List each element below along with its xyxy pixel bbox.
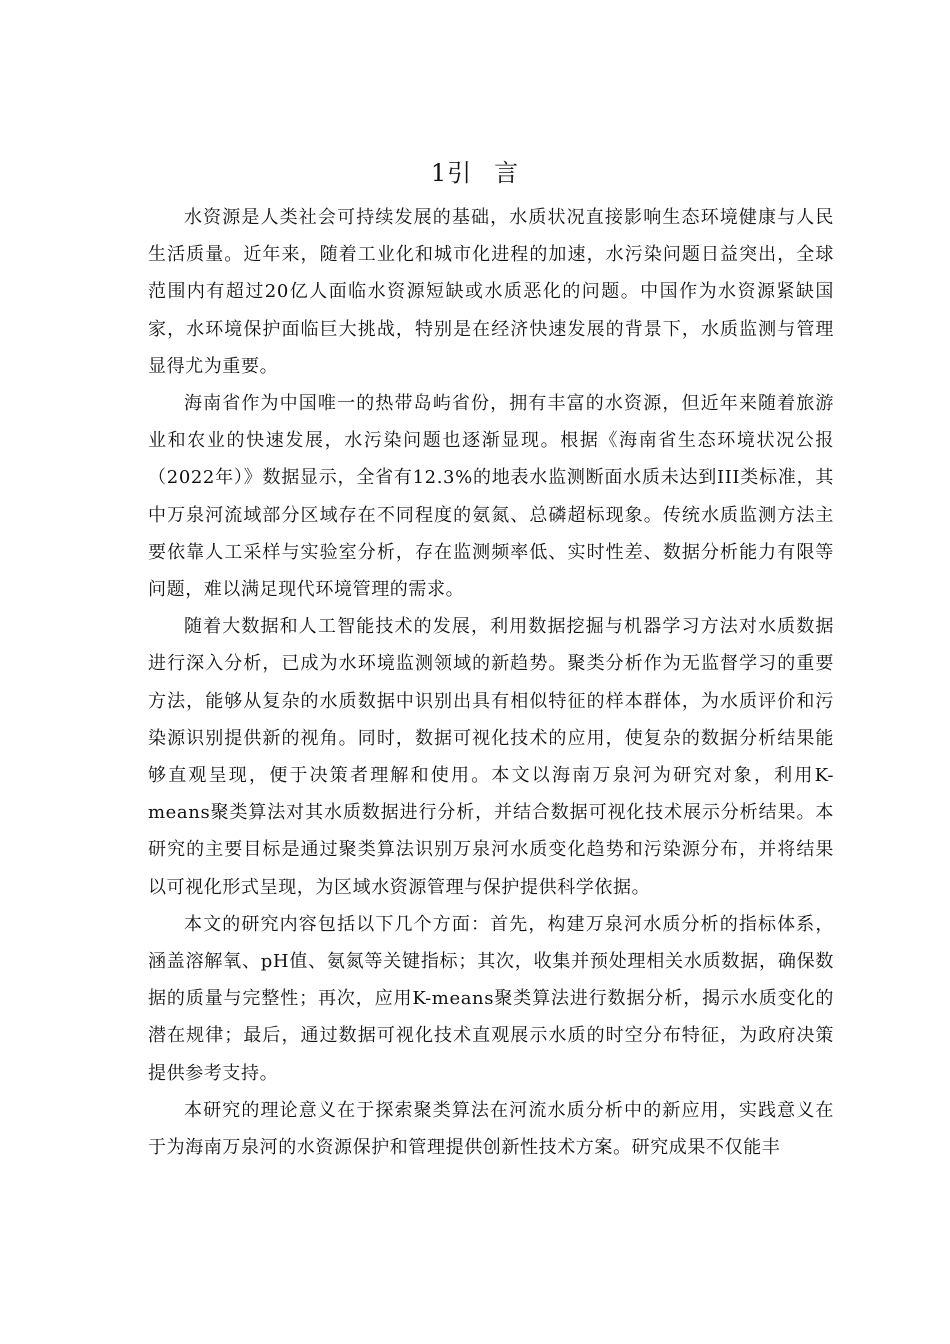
section-title-char-2: 言 <box>494 159 520 188</box>
paragraph-1: 水资源是人类社会可持续发展的基础，水质状况直接影响生态环境健康与人民生活质量。近年来，随着工业化和城市化进程的加速，水污染问题日益突出，全球范围内有超过20亿人面临水资源短缺或水质恶化的问题。中国作为水资源紧缺国家，水环境保护面临巨大挑战，特别是在经济快速发展的背景下，水质监测与管理显得尤为重要。 <box>148 207 834 377</box>
paragraph-3: 随着大数据和人工智能技术的发展，利用数据挖掘与机器学习方法对水质数据进行深入分析，已成为水环境监测领域的新趋势。聚类分析作为无监督学习的重要方法，能够从复杂的水质数据中识别出具有相似特征的样本群体，为水质评价和污染源识别提供新的视角。同时，数据可视化技术的应用，使复杂的数据分析结果能够直观呈现，便于决策者理解和使用。本文以海南万泉河为研究对象，利用K-means聚类算法对其水质数据进行分析，并结合数据可视化技术展示分析结果。本研究的主要目标是通过聚类算法识别万泉河水质变化趋势和污染源分布，并将结果以可视化形式呈现，为区域水资源管理与保护提供科学依据。 <box>148 616 834 898</box>
paragraph-2: 海南省作为中国唯一的热带岛屿省份，拥有丰富的水资源，但近年来随着旅游业和农业的快速发展，水污染问题也逐渐显现。根据《海南省生态环境状况公报（2022年）》数据显示，全省有12.3%的地表水监测断面水质未达到III类标准，其中万泉河流域部分区域存在不同程度的氨氮、总磷超标现象。传统水质监测方法主要依靠人工采样与实验室分析，存在监测频率低、实时性差、数据分析能力有限等问题，难以满足现代环境管理的需求。 <box>148 393 834 601</box>
paragraph-5: 本研究的理论意义在于探索聚类算法在河流水质分析中的新应用，实践意义在于为海南万泉河的水资源保护和管理提供创新性技术方案。研究成果不仅能丰 <box>148 1099 834 1159</box>
section-body <box>148 199 834 1166</box>
paragraph-4: 本文的研究内容包括以下几个方面：首先，构建万泉河水质分析的指标体系，涵盖溶解氧、pH值、氨氮等关键指标；其次，收集并预处理相关水质数据，确保数据的质量与完整性；再次，应用K-means聚类算法进行数据分析，揭示水质变化的潜在规律；最后，通过数据可视化技术直观展示水质的时空分布特征，为政府决策提供参考支持。 <box>148 913 834 1084</box>
section-heading <box>0 156 950 190</box>
section-number: 1 <box>430 159 448 188</box>
section-title-char-1: 引 <box>447 159 473 188</box>
